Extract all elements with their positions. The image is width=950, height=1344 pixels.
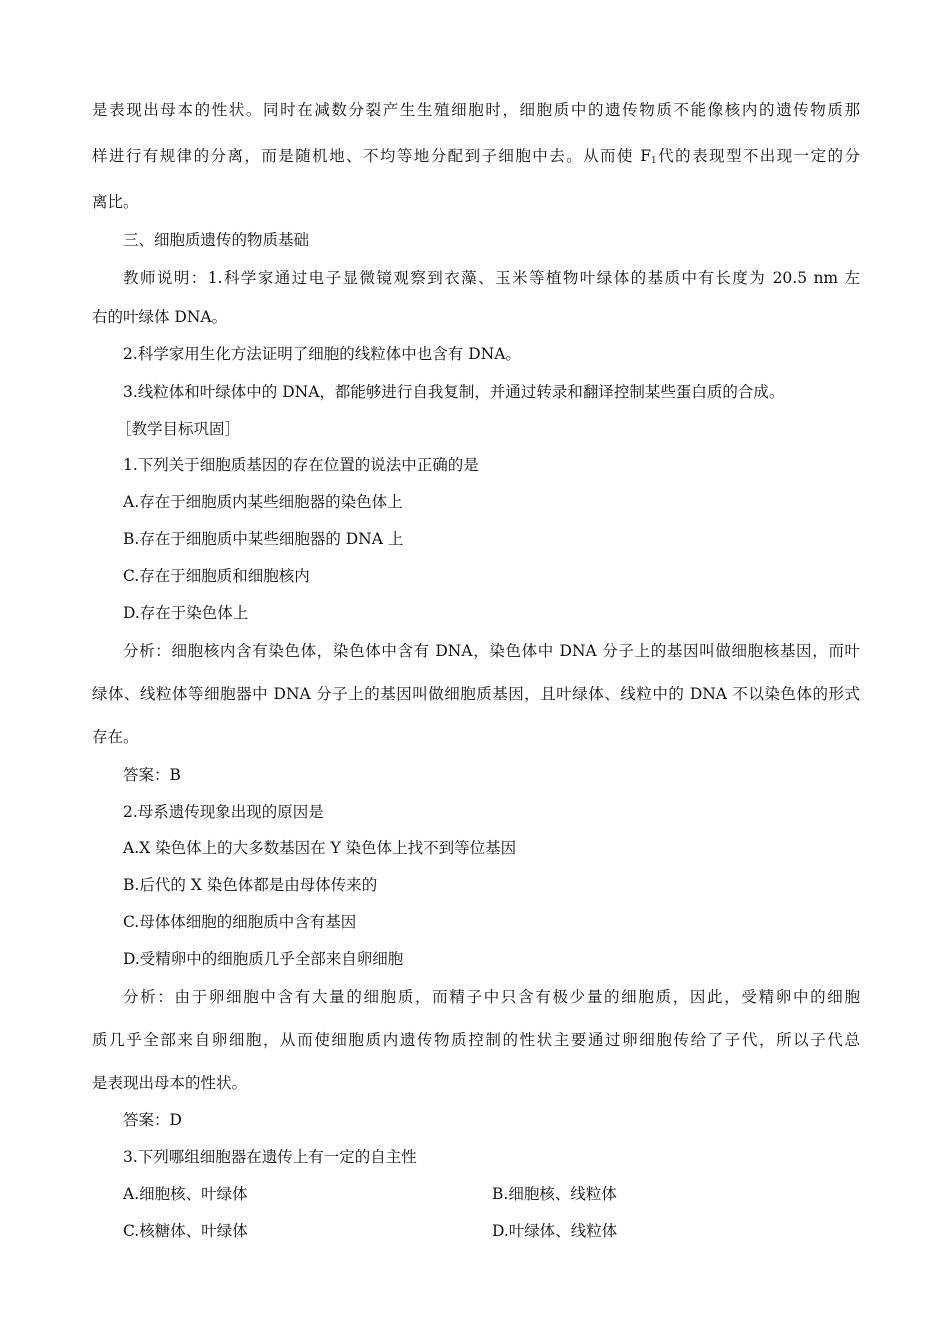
paragraph-line [92, 145, 860, 172]
text-fragment: 代的表现型不出现一定的分 [656, 147, 860, 165]
teacher-note-item: 2.科学家用生化方法证明了细胞的线粒体中也含有 DNA。 [123, 345, 521, 363]
question-stem: 3.下列哪组细胞器在遗传上有一定的自主性 [123, 1148, 417, 1166]
analysis-line: 是表现出母本的性状。 [92, 1074, 248, 1092]
teacher-note-line: 右的叶绿体 DNA。 [92, 308, 228, 326]
answer: 答案：D [123, 1111, 182, 1129]
paragraph-line: 是表现出母本的性状。同时在减数分裂产生生殖细胞时，细胞质中的遗传物质不能像核内的遗传物质那 [92, 101, 860, 119]
question-option: C.核糖体、叶绿体 [123, 1222, 248, 1240]
question-option: D.叶绿体、线粒体 [492, 1222, 618, 1240]
section-heading: 三、细胞质遗传的物质基础 [123, 231, 310, 249]
question-option: C.存在于细胞质和细胞核内 [123, 567, 310, 585]
subscript: 1 [651, 156, 657, 166]
question-stem: 2.母系遗传现象出现的原因是 [123, 803, 324, 821]
analysis-line: 质几乎全部来自卵细胞，从而使细胞质内遗传物质控制的性状主要通过卵细胞传给了子代，所以子代总 [92, 1031, 860, 1049]
answer: 答案：B [123, 766, 181, 784]
question-option: C.母体体细胞的细胞质中含有基因 [123, 913, 357, 931]
analysis-line: 分析：细胞核内含有染色体，染色体中含有 DNA，染色体中 DNA 分子上的基因叫做细胞核基因，而叶 [123, 642, 860, 660]
paragraph-line: 离比。 [92, 193, 139, 211]
analysis-line: 分析：由于卵细胞中含有大量的细胞质，而精子中只含有极少量的细胞质，因此，受精卵中的细胞 [123, 988, 860, 1006]
question-option: B.细胞核、线粒体 [492, 1185, 617, 1203]
question-option: A.细胞核、叶绿体 [123, 1185, 248, 1203]
teacher-note-line: 教师说明：1.科学家通过电子显微镜观察到衣藻、玉米等植物叶绿体的基质中有长度为 20.5 nm 左 [123, 269, 860, 287]
question-option: D.存在于染色体上 [123, 604, 249, 622]
analysis-line: 存在。 [92, 728, 139, 746]
teacher-note-item: 3.线粒体和叶绿体中的 DNA，都能够进行自我复制，并通过转录和翻译控制某些蛋白质的合成。 [123, 383, 785, 401]
question-option: B.存在于细胞质中某些细胞器的 DNA 上 [123, 530, 404, 548]
text-fragment: 样进行有规律的分离，而是随机地、不均等地分配到子细胞中去。从而使 F [92, 147, 652, 165]
question-stem: 1.下列关于细胞质基因的存在位置的说法中正确的是 [123, 456, 479, 474]
question-option: A.存在于细胞质内某些细胞器的染色体上 [123, 493, 403, 511]
question-option: B.后代的 X 染色体都是由母体传来的 [123, 876, 378, 894]
consolidation-heading: ［教学目标巩固］ [116, 420, 241, 438]
question-option: D.受精卵中的细胞质几乎全部来自卵细胞 [123, 950, 404, 968]
question-option: A.X 染色体上的大多数基因在 Y 染色体上找不到等位基因 [123, 839, 517, 857]
analysis-line: 绿体、线粒体等细胞器中 DNA 分子上的基因叫做细胞质基因，且叶绿体、线粒中的 DNA 不以染色体的形式 [92, 685, 860, 703]
